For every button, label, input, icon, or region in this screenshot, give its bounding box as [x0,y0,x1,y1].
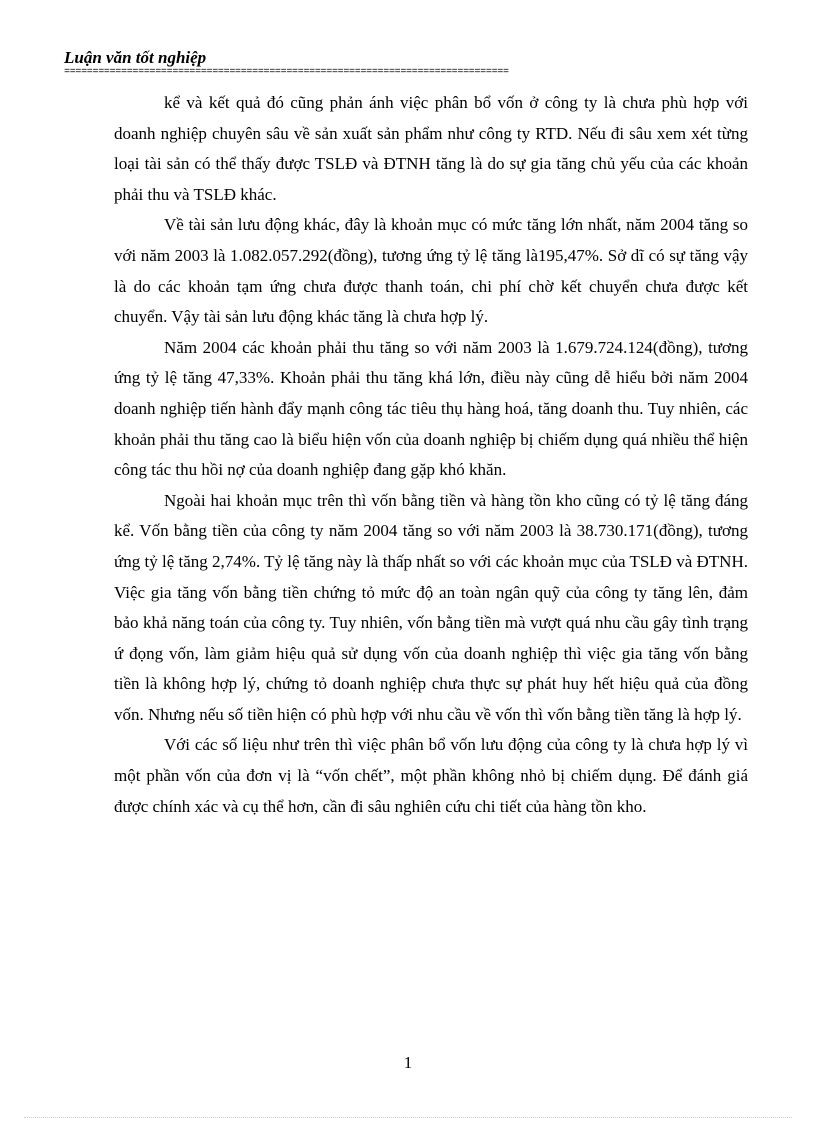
paragraph-2: Về tài sản lưu động khác, đây là khoản mục có mức tăng lớn nhất, năm 2004 tăng so với năm 2003 là 1.082.057.292(đồng), tương ứng tỷ lệ tăng là195,47%. Sở dĩ có sự tăng vậy là do các khoản tạm ứng chưa được thanh toán, chi phí chờ kết chuyển chưa được kết chuyển. Vậy tài sản lưu động khác tăng là chưa hợp lý. [114,215,748,327]
paragraph-1: kể và kết quả đó cũng phản ánh việc phân bổ vốn ở công ty là chưa phù hợp với doanh nghiệp chuyên sâu về sản xuất sản phẩm như công ty RTD. Nếu đi sâu xem xét từng loại tài sản có thể thấy được TSLĐ và ĐTNH tăng là do sự gia tăng chủ yếu của các khoản phải thu và TSLĐ khác. [114,93,748,204]
page-edge-divider [24,1117,792,1118]
paragraph-3: Năm 2004 các khoản phải thu tăng so với năm 2003 là 1.679.724.124(đồng), tương ứng tỷ lệ tăng 47,33%. Khoản phải thu tăng khá lớn, điều này cũng dễ hiểu bởi năm 2004 doanh nghiệp tiến hành đẩy mạnh công tác tiêu thụ hàng hoá, tăng doanh thu. Tuy nhiên, các khoản phải thu tăng cao là biểu hiện vốn của doanh nghiệp bị chiếm dụng quá nhiều thể hiện công tác thu hồi nợ của doanh nghiệp đang gặp khó khăn. [114,337,748,480]
paragraph-5: Với các số liệu như trên thì việc phân bổ vốn lưu động của công ty là chưa hợp lý vì một phần vốn của đơn vị là “vốn chết”, một phần không nhỏ bị chiếm dụng. Để đánh giá được chính xác và cụ thể hơn, cần đi sâu nghiên cứu chi tiết của hàng tồn kho. [114,735,748,816]
running-header-title: Luận văn tốt nghiệp [64,48,207,67]
page-number: 1 [403,1053,413,1072]
document-body [114,88,748,822]
header-rule: ============================================================================== [64,68,509,78]
paragraph-4: Ngoài hai khoản mục trên thì vốn bằng tiền và hàng tồn kho cũng có tỷ lệ tăng đáng kể. Vốn bằng tiền của công ty năm 2004 tăng so với năm 2003 là 38.730.171(đồng), tương ứng tỷ lệ tăng 2,74%. Tỷ lệ tăng này là thấp nhất so với các khoản mục của TSLĐ và ĐTNH. Việc gia tăng vốn bằng tiền chứng tỏ mức độ an toàn ngân quỹ của công ty tăng lên, đảm bảo khả năng toán của công ty. Tuy nhiên, vốn bằng tiền mà vượt quá nhu cầu gây tình trạng ứ đọng vốn, làm giảm hiệu quả sử dụng vốn của doanh nghiệp thì việc gia tăng vốn bằng tiền là không hợp lý, chứng tỏ doanh nghiệp chưa thực sự phát huy hết hiệu quả của đồng vốn. Nhưng nếu số tiền hiện có phù hợp với nhu cầu về vốn thì vốn bằng tiền tăng là hợp lý. [114,490,748,724]
